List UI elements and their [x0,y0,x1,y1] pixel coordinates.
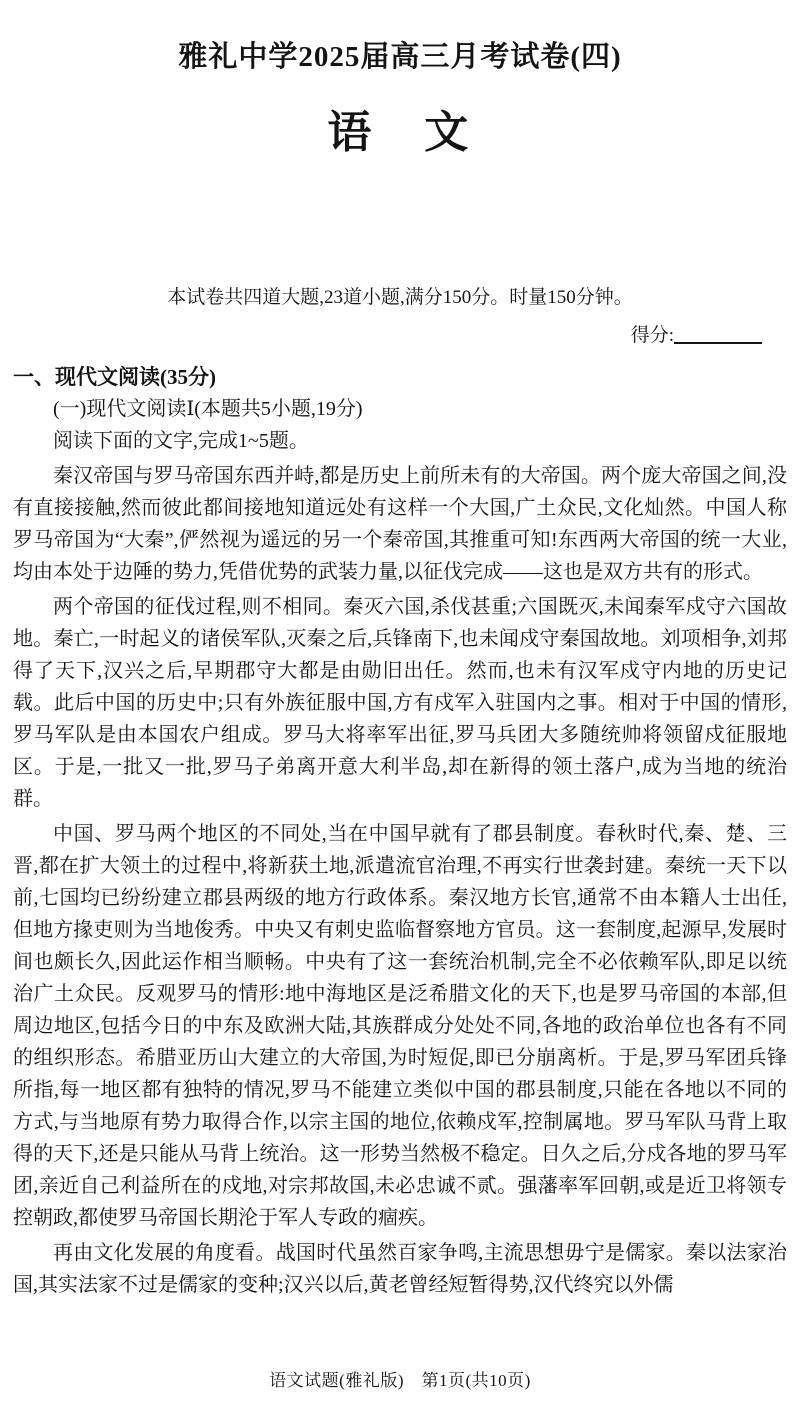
passage-paragraph-3: 中国、罗马两个地区的不同处,当在中国早就有了郡县制度。春秋时代,秦、楚、三晋,都在扩大领土的过程中,将新获土地,派遣流官治理,不再实行世袭封建。秦统一天下以前,七国均已纷纷建立郡县两级的地方行政体系。秦汉地方长官,通常不由本籍人士出任,但地方掾吏则为当地俊秀。中央又有刺史监临督察地方官员。这一套制度,起源早,发展时间也颇长久,因此运作相当顺畅。中央有了这一套统治机制,完全不必依赖军队,即足以统治广土众民。反观罗马的情形:地中海地区是泛希腊文化的天下,也是罗马帝国的本部,但周边地区,包括今日的中东及欧洲大陆,其族群成分处处不同,各地的政治单位也各有不同的组织形态。希腊亚历山大建立的大帝国,为时短促,即已分崩离析。于是,罗马军团兵锋所指,每一地区都有独特的情况,罗马不能建立类似中国的郡县制度,只能在各地以不同的方式,与当地原有势力取得合作,以宗主国的地位,依赖戍军,控制属地。罗马军队马背上取得的天下,还是只能从马背上统治。这一形势当然极不稳定。日久之后,分戍各地的罗马军团,亲近自己利益所在的戍地,对宗邦故国,未必忠诚不贰。强藩率军回朝,或是近卫将领专控朝政,都使罗马帝国长期沦于军人专政的痼疾。 [13,822,787,1229]
subsection-heading: (一)现代文阅读Ⅰ(本题共5小题,19分) [53,397,363,420]
score-row [0,324,800,349]
exam-summary: 本试卷共四道大题,23道小题,满分150分。时量150分钟。 [167,286,633,308]
passage-paragraph-1: 秦汉帝国与罗马帝国东西并峙,都是历史上前所未有的大帝国。两个庞大帝国之间,没有直接接触,然而彼此都间接地知道远处有这样一个大国,广土众民,文化灿然。中国人称罗马帝国为“大秦”,俨然视为遥远的另一个秦帝国,其推重可知!东西两大帝国的统一大业,均由本处于边陲的势力,凭借优势的武装力量,以征伐完成——这也是双方共有的形式。 [13,464,787,583]
section-heading-modern-reading: 一、现代文阅读(35分) [13,364,216,389]
exam-content [0,361,800,1301]
score-blank-line [674,325,762,344]
passage-paragraph-4: 再由文化发展的角度看。战国时代虽然百家争鸣,主流思想毋宁是儒家。秦以法家治国,其实法家不过是儒家的变种;汉兴以后,黄老曾经短暂得势,汉代终究以外儒 [13,1241,787,1296]
reading-instruction: 阅读下面的文字,完成1~5题。 [53,429,309,452]
exam-subject: 语 文 [327,107,473,157]
page-footer: 语文试题(雅礼版) 第1页(共10页) [269,1371,531,1390]
score-label: 得分: [630,325,674,347]
passage-paragraph-2: 两个帝国的征伐过程,则不相同。秦灭六国,杀伐甚重;六国既灭,未闻秦军戍守六国故地。秦亡,一时起义的诸侯军队,灭秦之后,兵锋南下,也未闻戍守秦国故地。刘项相争,刘邦得了天下,汉兴之后,早期郡守大都是由勋旧出任。然而,也未有汉军戍守内地的历史记载。此后中国的历史中;只有外族征服中国,方有戍军入驻国内之事。相对于中国的情形,罗马军队是由本国农户组成。罗马大将率军出征,罗马兵团大多随统帅将领留戍征服地区。于是,一批又一批,罗马子弟离开意大利半岛,却在新得的领土落户,成为当地的统治群。 [13,595,787,810]
exam-title: 雅礼中学2025届高三月考试卷(四) [178,41,622,73]
